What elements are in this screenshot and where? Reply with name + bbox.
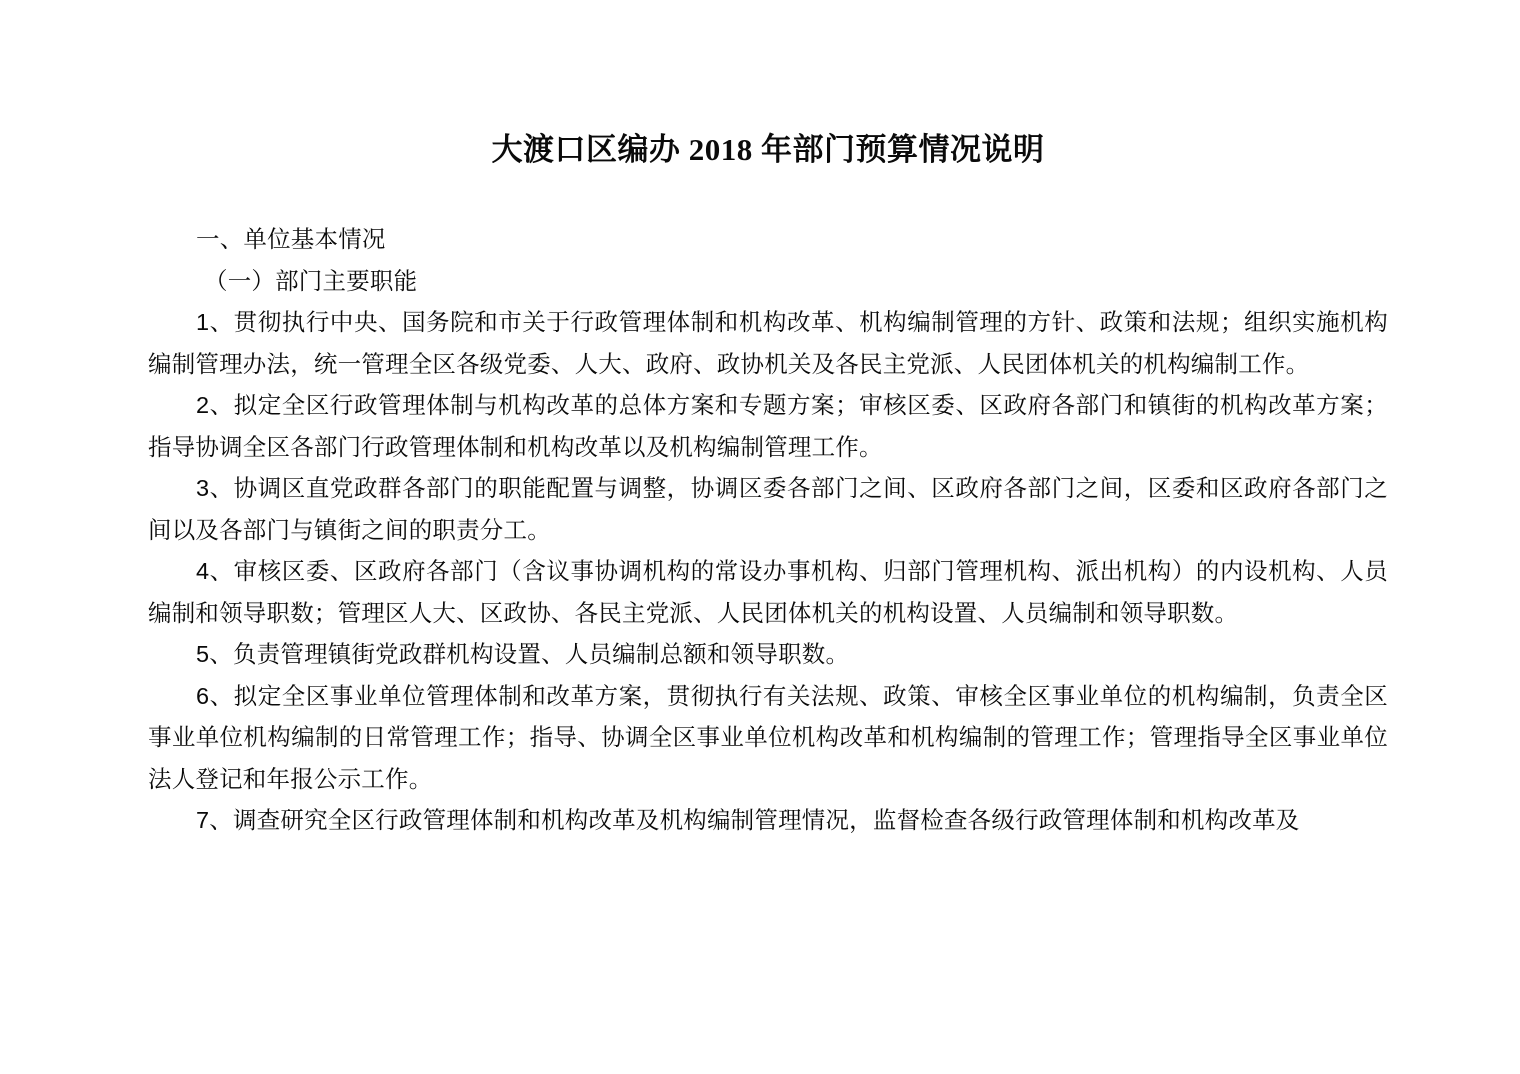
- duty-item-7: 7、调查研究全区行政管理体制和机构改革及机构编制管理情况，监督检查各级行政管理体制和机构改革及: [196, 807, 1300, 834]
- duty-item-1: 1、贯彻执行中央、国务院和市关于行政管理体制和机构改革、机构编制管理的方针、政策和法规；组织实施机构编制管理办法，统一管理全区各级党委、人大、政府、政协机关及各民主党派、人民团体机关的机构编制工作。: [148, 309, 1388, 377]
- duty-item-4: 4、审核区委、区政府各部门（含议事协调机构的常设办事机构、归部门管理机构、派出机构）的内设机构、人员编制和领导职数；管理区人大、区政协、各民主党派、人民团体机关的机构设置、人员编制和领导职数。: [148, 558, 1388, 626]
- subsection-heading-main-duties: （一）部门主要职能: [204, 267, 418, 294]
- duty-item-2: 2、拟定全区行政管理体制与机构改革的总体方案和专题方案；审核区委、区政府各部门和镇街的机构改革方案；指导协调全区各部门行政管理体制和机构改革以及机构编制管理工作。: [148, 392, 1388, 460]
- document-body: [148, 0, 1388, 842]
- duty-item-3: 3、协调区直党政群各部门的职能配置与调整，协调区委各部门之间、区政府各部门之间，区委和区政府各部门之间以及各部门与镇街之间的职责分工。: [148, 475, 1388, 543]
- section-heading-basic-info: 一、单位基本情况: [196, 226, 386, 253]
- duty-item-5: 5、负责管理镇街党政群机构设置、人员编制总额和领导职数。: [196, 641, 850, 668]
- title-spacer: [148, 171, 1388, 219]
- page-title: 大渡口区编办 2018 年部门预算情况说明: [491, 132, 1045, 167]
- duty-item-6: 6、拟定全区事业单位管理体制和改革方案，贯彻执行有关法规、政策、审核全区事业单位的机构编制，负责全区事业单位机构编制的日常管理工作；指导、协调全区事业单位机构改革和机构编制的管理工作；管理指导全区事业单位法人登记和年报公示工作。: [148, 682, 1388, 792]
